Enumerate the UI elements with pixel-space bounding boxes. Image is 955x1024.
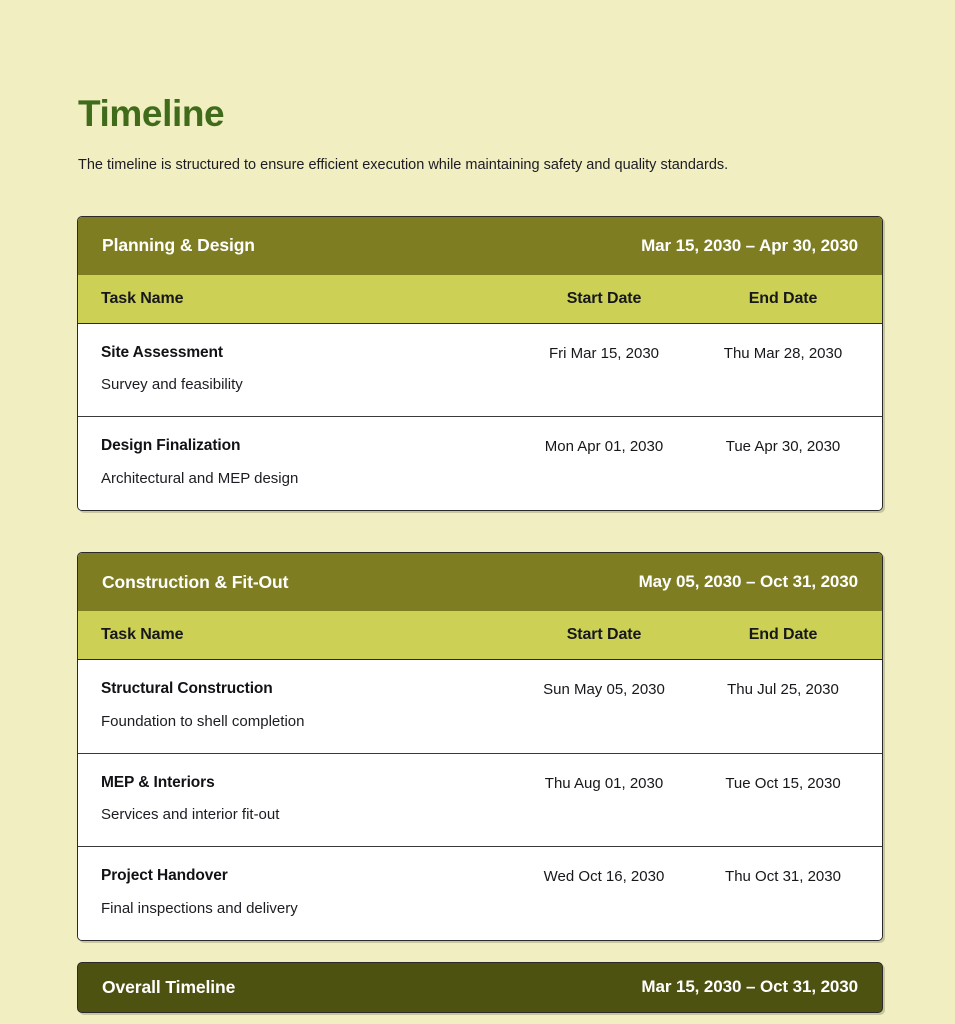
page-title: Timeline	[78, 93, 225, 134]
start-date-cell	[524, 680, 684, 699]
start-date-cell	[524, 867, 684, 886]
end-date-cell	[684, 680, 882, 699]
table-column-header	[78, 275, 882, 324]
table-row	[78, 324, 882, 418]
task-cell	[78, 437, 524, 488]
start-date-value: Thu Aug 01, 2030	[544, 774, 664, 792]
column-header-start-date: Start Date	[566, 289, 642, 307]
task-name: Structural Construction	[101, 680, 273, 698]
task-name: MEP & Interiors	[101, 773, 215, 791]
column-header-task-name: Task Name	[101, 626, 184, 644]
task-cell	[78, 680, 524, 731]
task-name: Site Assessment	[101, 343, 223, 361]
task-description: Survey and feasibility	[101, 376, 243, 394]
start-date-value: Mon Apr 01, 2030	[544, 438, 664, 456]
end-date-cell	[684, 774, 882, 793]
overall-timeline-range: Mar 15, 2030 – Oct 31, 2030	[641, 977, 858, 997]
task-name: Project Handover	[101, 867, 228, 885]
column-header-start-date: Start Date	[566, 626, 642, 644]
task-cell	[78, 344, 524, 395]
task-cell	[78, 774, 524, 825]
table-row	[78, 660, 882, 754]
table-row	[78, 417, 882, 510]
task-description: Final inspections and delivery	[101, 899, 298, 917]
table-row	[78, 754, 882, 848]
end-date-value: Thu Oct 31, 2030	[725, 868, 841, 886]
end-date-value: Thu Jul 25, 2030	[727, 681, 839, 699]
phase-title: Planning & Design	[102, 235, 255, 256]
overall-timeline-bar	[77, 962, 883, 1013]
start-date-cell	[524, 437, 684, 456]
page-subtitle: The timeline is structured to ensure efficient execution while maintaining safety and quality standards.	[78, 157, 729, 173]
column-header-task-name: Task Name	[101, 289, 184, 307]
task-description: Architectural and MEP design	[101, 470, 299, 488]
overall-timeline-label: Overall Timeline	[102, 976, 236, 997]
table-column-header	[78, 611, 882, 660]
task-cell	[78, 867, 524, 918]
table-row	[78, 847, 882, 940]
end-date-value: Thu Mar 28, 2030	[723, 344, 843, 362]
end-date-cell	[684, 344, 882, 363]
end-date-value: Tue Oct 15, 2030	[725, 774, 841, 792]
start-date-value: Wed Oct 16, 2030	[543, 868, 665, 886]
phase-header	[78, 553, 882, 611]
task-description: Foundation to shell completion	[101, 712, 305, 730]
phase-header	[78, 217, 882, 275]
phase-date-range: May 05, 2030 – Oct 31, 2030	[638, 572, 858, 592]
phase-card	[77, 552, 883, 941]
column-header-end-date: End Date	[748, 626, 818, 644]
task-name: Design Finalization	[101, 437, 241, 455]
start-date-value: Fri Mar 15, 2030	[548, 344, 660, 362]
end-date-cell	[684, 437, 882, 456]
start-date-cell	[524, 344, 684, 363]
phase-date-range: Mar 15, 2030 – Apr 30, 2030	[641, 235, 858, 255]
end-date-value: Tue Apr 30, 2030	[725, 438, 841, 456]
end-date-cell	[684, 867, 882, 886]
start-date-value: Sun May 05, 2030	[543, 681, 665, 699]
content-container	[77, 0, 883, 1013]
phase-card	[77, 216, 883, 511]
column-header-end-date: End Date	[748, 289, 818, 307]
start-date-cell	[524, 774, 684, 793]
phase-title: Construction & Fit-Out	[102, 571, 289, 592]
task-description: Services and interior fit-out	[101, 806, 280, 824]
